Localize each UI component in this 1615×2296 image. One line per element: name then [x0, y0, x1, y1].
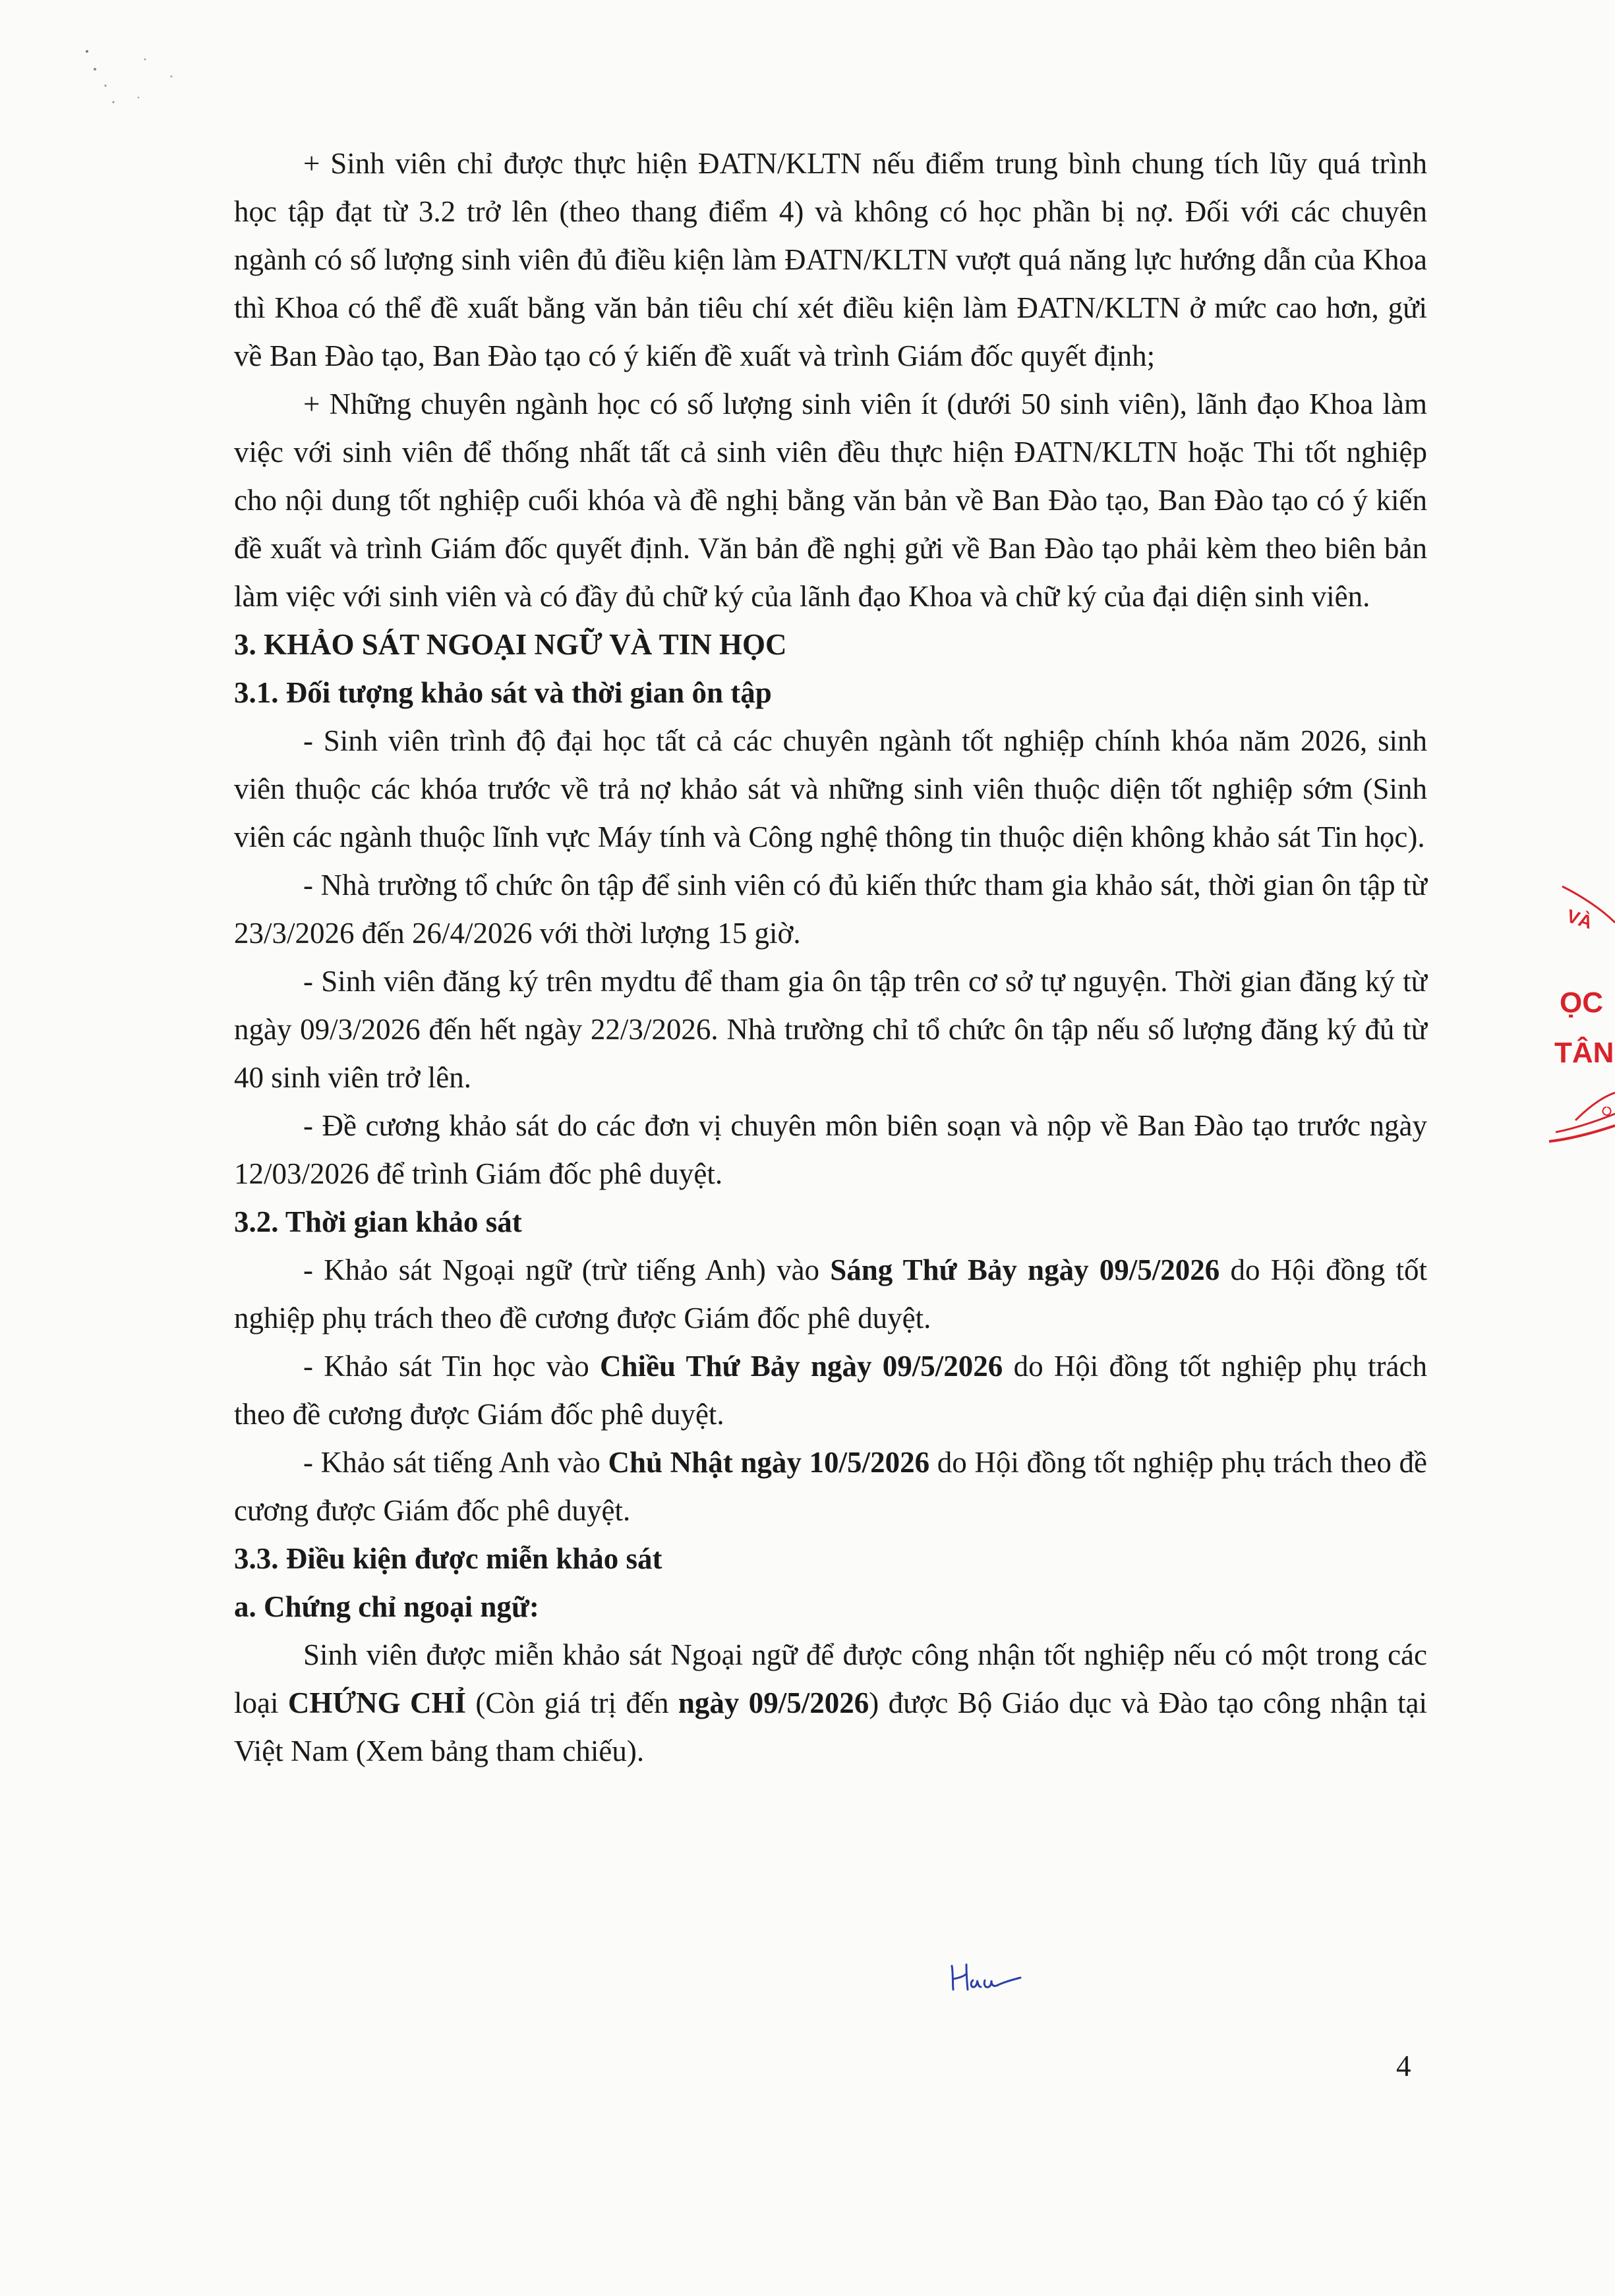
subsection-heading-a: a. Chứng chỉ ngoại ngữ: [234, 1590, 539, 1623]
subsection-heading-3-3: 3.3. Điều kiện được miễn khảo sát [234, 1542, 662, 1575]
page-number: 4 [1396, 2050, 1411, 2082]
bold-date: Sáng Thứ Bảy ngày 09/5/2026 [830, 1253, 1220, 1286]
para-text: + Những chuyên ngành học có số lượng sinh viên ít (dưới 50 sinh viên), lãnh đạo Khoa làm việc với sinh viên để thống nhất tất cả sinh viên đều thực hiện ĐATN/KLTN hoặc Thi tốt nghiệp cho nội dung tốt nghiệp cuối khóa và đề nghị bằng văn bản về Ban Đào tạo, Ban Đào tạo có ý kiến đề xuất và trình Giám đốc quyết định. Văn bản đề nghị gửi về Ban Đào tạo phải kèm theo biên bản làm việc với sinh viên và có đầy đủ chữ ký của lãnh đạo Khoa và chữ ký của đại diện sinh viên. [234, 387, 1427, 613]
para-text: - Sinh viên đăng ký trên mydtu để tham gia ôn tập trên cơ sở tự nguyện. Thời gian đăng ký từ ngày 09/3/2026 đến hết ngày 22/3/2026. Nhà trường chỉ tổ chức ôn tập nếu số lượng đăng ký đủ từ 40 sinh viên trở lên. [234, 965, 1427, 1094]
para-it-survey [234, 1342, 1427, 1439]
bold-date: Chủ Nhật ngày 10/5/2026 [608, 1446, 930, 1479]
svg-text:ỌC: ỌC [1560, 987, 1603, 1019]
para-text: - Khảo sát tiếng Anh vào [303, 1446, 608, 1479]
para-text: - Nhà trường tổ chức ôn tập để sinh viên có đủ kiến thức tham gia khảo sát, thời gian ôn tập từ 23/3/2026 đến 26/4/2026 với thời lượng 15 giờ. [234, 869, 1427, 950]
para-text: - Khảo sát Ngoại ngữ (trừ tiếng Anh) vào [303, 1253, 831, 1286]
red-seal-stamp [1536, 883, 1615, 1160]
para-text: do Hội đồng tốt nghiệp phụ trách theo đề cương được Giám đốc phê duyệt. [234, 1446, 1427, 1527]
para-text: - Đề cương khảo sát do các đơn vị chuyên môn biên soạn và nộp về Ban Đào tạo trước ngày 12/03/2026 để trình Giám đốc phê duyệt. [234, 1109, 1427, 1190]
para-text: + Sinh viên chỉ được thực hiện ĐATN/KLTN nếu điểm trung bình chung tích lũy quá trình học tập đạt từ 3.2 trở lên (theo thang điểm 4) và không có học phần bị nợ. Đối với các chuyên ngành có số lượng sinh viên đủ điều kiện làm ĐATN/KLTN vượt quá năng lực hướng dẫn của Khoa thì Khoa có thể đề xuất bằng văn bản tiêu chí xét điều kiện làm ĐATN/KLTN ở mức cao hơn, gửi về Ban Đào tạo, Ban Đào tạo có ý kiến đề xuất và trình Giám đốc quyết định; [234, 147, 1427, 372]
para-review-time [234, 861, 1427, 958]
para-english-survey [234, 1439, 1427, 1535]
bold-date: ngày 09/5/2026 [678, 1686, 869, 1719]
bold-date: Chiều Thứ Bảy ngày 09/5/2026 [600, 1350, 1003, 1383]
para-text: - Sinh viên trình độ đại học tất cả các chuyên ngành tốt nghiệp chính khóa năm 2026, sinh viên thuộc các khóa trước về trả nợ khảo sát và những sinh viên thuộc diện tốt nghiệp sớm (Sinh viên các ngành thuộc lĩnh vực Máy tính và Công nghệ thông tin thuộc diện không khảo sát Tin học). [234, 724, 1427, 853]
document-body [234, 140, 1427, 1775]
para-text: do Hội đồng tốt nghiệp phụ trách theo đề cương được Giám đốc phê duyệt. [234, 1253, 1427, 1335]
section-heading-3: 3. KHẢO SÁT NGOẠI NGỮ VÀ TIN HỌC [234, 628, 787, 661]
para-syllabus [234, 1102, 1427, 1198]
para-registration [234, 958, 1427, 1102]
para-criteria [234, 140, 1427, 380]
para-text: (Còn giá trị đến [466, 1686, 678, 1719]
bold-certificate: CHỨNG CHỈ [287, 1686, 467, 1719]
handwritten-signature [947, 1961, 1026, 2000]
para-text: do Hội đồng tốt nghiệp phụ trách theo đề cương được Giám đốc phê duyệt. [234, 1350, 1427, 1431]
svg-text:TÂN: TÂN [1554, 1037, 1614, 1069]
para-text: ) được Bộ Giáo dục và Đào tạo công nhận tại Việt Nam (Xem bảng tham chiếu). [234, 1686, 1427, 1767]
para-text: Sinh viên được miễn khảo sát Ngoại ngữ để được công nhận tốt nghiệp nếu có một trong các loại [234, 1638, 1427, 1719]
para-foreign-language-survey [234, 1246, 1427, 1342]
subsection-heading-3-1: 3.1. Đối tượng khảo sát và thời gian ôn tập [234, 676, 772, 709]
para-certificate-exemption [234, 1631, 1427, 1775]
svg-text:VÀ: VÀ [1564, 905, 1595, 933]
para-small-majors [234, 380, 1427, 621]
para-text: - Khảo sát Tin học vào [303, 1350, 600, 1383]
scan-specks [40, 13, 191, 112]
para-survey-subjects [234, 717, 1427, 861]
subsection-heading-3-2: 3.2. Thời gian khảo sát [234, 1205, 522, 1238]
